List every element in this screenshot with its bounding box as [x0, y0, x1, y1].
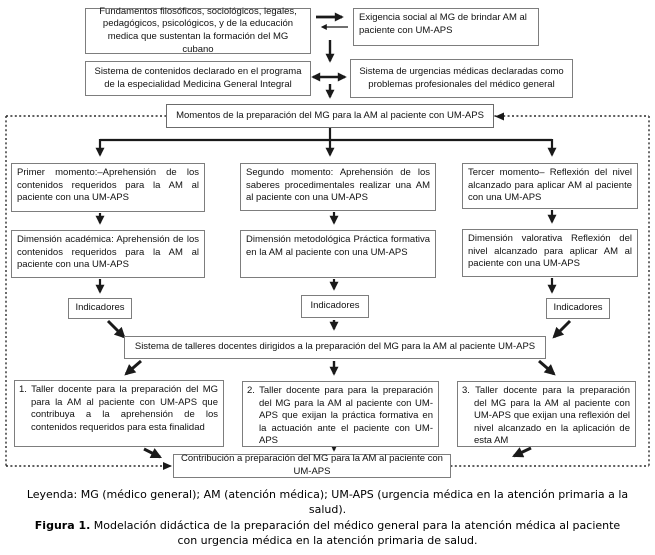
- box-dimension-metodologica-text: Dimensión metodológica Práctica formativa en la AM al paciente con una UM-APS: [246, 234, 430, 258]
- box-dimension-academica: [11, 230, 205, 278]
- box-sistema-contenidos: [85, 61, 311, 96]
- box-sistema-contenidos-text: Sistema de contenidos declarado en el programa de la especialidad Medicina General Integral: [94, 65, 302, 90]
- box-taller-1-text: 1. Taller docente para la preparación del MG para la AM al paciente con UM-APS que contribuya a la aprehensión de los contenidos requeridos para esta finalidad: [19, 384, 218, 433]
- box-indicadores-1: [68, 298, 132, 319]
- box-dimension-metodologica: [240, 230, 436, 278]
- box-indicadores-3: [546, 298, 610, 319]
- box-taller-2-text: 2. Taller docente para para la preparación del MG para la AM al paciente con UM-APS que exijan la práctica formativa en la actuación ante el paciente con UM-APS: [247, 385, 433, 447]
- box-sistema-urgencias-text: Sistema de urgencias médicas declaradas como problemas profesionales del médico general: [359, 65, 564, 90]
- box-momento-3-text: Tercer momento– Reflexión del nivel alcanzado para aplicar AM al paciente con una UM-APS: [468, 167, 632, 204]
- box-talleres-header: [124, 336, 546, 359]
- figure-caption: [0, 518, 655, 548]
- box-exigencia-social: [353, 8, 539, 46]
- box-taller-3: [457, 381, 636, 447]
- figure-caption-label: Figura 1.: [34, 519, 91, 532]
- figure-legend: [0, 487, 655, 517]
- indicadores-to-talleres-arrows: [108, 320, 570, 337]
- top-exchange-arrows: [313, 17, 348, 97]
- border-arrow-into-contribucion: [163, 462, 172, 470]
- box-fundamentos-text: Fundamentos filosóficos, sociológicos, legales, pedagógicos, psicológicos, y de la educación medica que sustentan la formación del MG cubano: [99, 5, 297, 55]
- box-indicadores-3-text: Indicadores: [553, 302, 603, 314]
- momentos-distribution-arrows: [100, 128, 552, 155]
- figure-legend-text: Leyenda: MG (médico general); AM (atención médica); UM-APS (urgencia médica en la atención primaria a la salud).: [26, 488, 629, 517]
- box-talleres-header-text: Sistema de talleres docentes dirigidos a la preparación del MG para la AM al paciente UM-APS: [134, 341, 536, 353]
- box-momentos-header-text: Momentos de la preparación del MG para la AM al paciente con UM-APS: [176, 109, 484, 121]
- border-arrow-into-momentos: [495, 113, 504, 121]
- figure-caption-text: Modelación didáctica de la preparación del médico general para la atención médica al paciente con urgencia médica en la atención primaria de salud.: [90, 519, 621, 548]
- talleres-to-taller-arrows: [126, 361, 554, 374]
- box-taller-3-text: 3. Taller docente para la preparación del MG para la AM al paciente con UM-APS que exijan una reflexión del nivel alcanzado en la aplicación de esta AM: [462, 385, 630, 447]
- box-indicadores-1-text: Indicadores: [75, 302, 125, 314]
- box-dimension-valorativa: [462, 229, 638, 277]
- box-momento-1-text: Primer momento:–Aprehensión de los contenidos requeridos para la AM al paciente con una UM-APS: [17, 167, 199, 204]
- box-dimension-academica-text: Dimensión académica: Aprehensión de los contenidos requeridos para la AM al paciente con una UM-APS: [17, 234, 199, 271]
- box-momento-2-text: Segundo momento: Aprehensión de los saberes procedimentales realizar una AM al paciente con una UM-APS: [246, 167, 430, 204]
- box-sistema-urgencias: [350, 59, 573, 98]
- box-fundamentos: [85, 5, 311, 55]
- box-taller-2: [242, 381, 439, 447]
- box-dimension-valorativa-text: Dimensión valorativa Reflexión del nivel alcanzado para aplicar AM al paciente con una UM-APS: [468, 233, 632, 270]
- box-contribucion: [173, 454, 451, 478]
- box-indicadores-2-text: Indicadores: [310, 300, 360, 312]
- box-taller-1: [14, 380, 224, 447]
- box-momento-3: [462, 163, 638, 209]
- box-contribucion-text: Contribución a preparación del MG para la AM al paciente con UM-APS: [181, 453, 443, 477]
- dimension-to-indicadores-arrows: [100, 278, 552, 292]
- box-momentos-header: [166, 104, 494, 128]
- box-momento-2: [240, 163, 436, 211]
- box-indicadores-2: [301, 295, 369, 318]
- box-momento-1: [11, 163, 205, 212]
- box-exigencia-social-text: Exigencia social al MG de brindar AM al paciente con UM-APS: [359, 12, 527, 36]
